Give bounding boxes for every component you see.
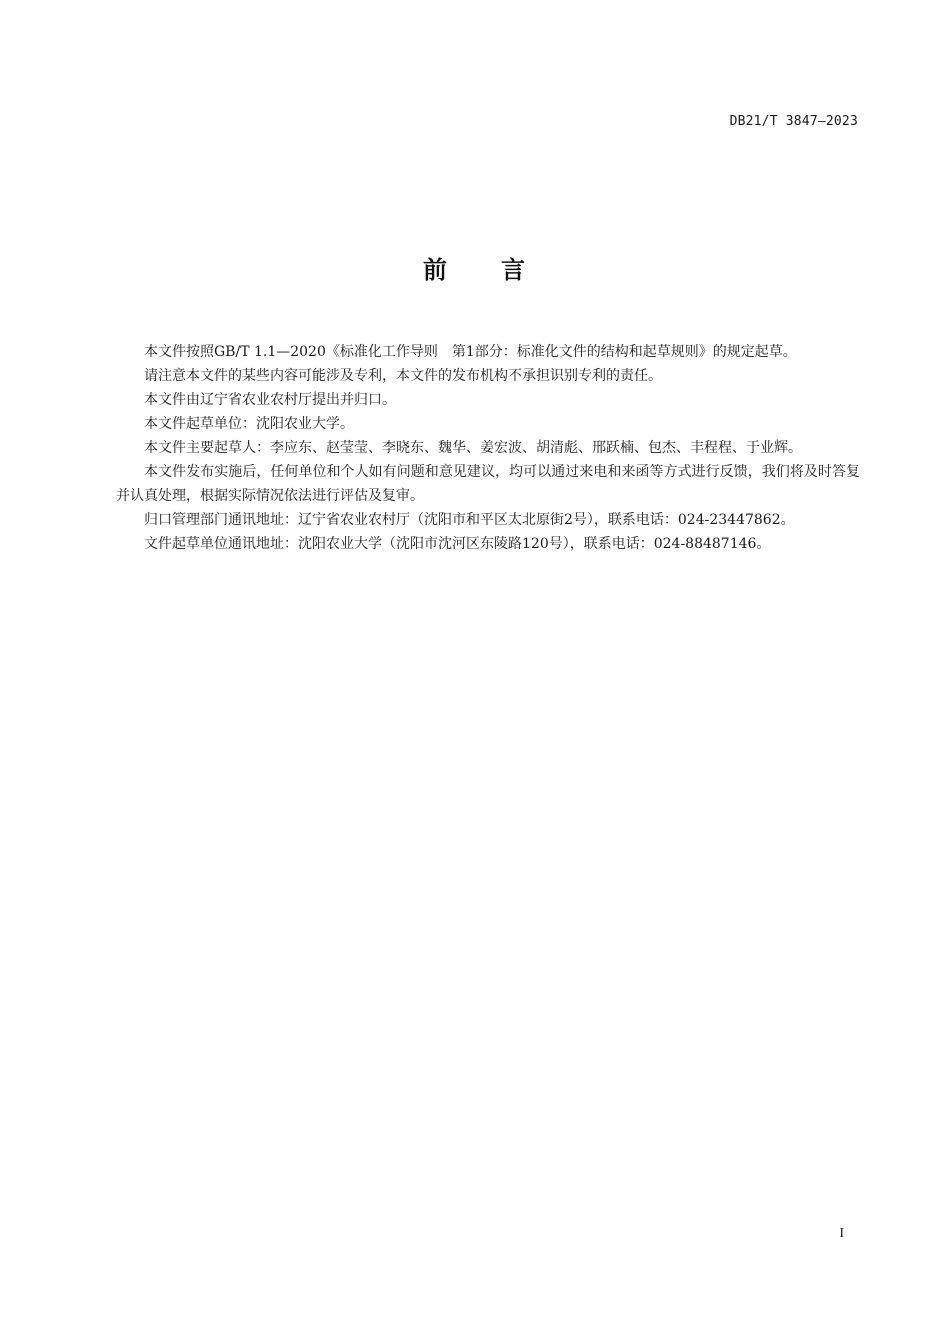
paragraph-feedback: 本文件发布实施后，任何单位和个人如有问题和意见建议，均可以通过来电和来函等方式进行反馈，我们将及时答复并认真处理，根据实际情况依法进行评估及复审。 xyxy=(116,464,860,504)
paragraph-drafting-unit-address: 文件起草单位通讯地址：沈阳农业大学（沈阳市沈河区东陵路120号），联系电话：024-88487146。 xyxy=(144,536,771,552)
page-title xyxy=(0,250,950,285)
title-char-1: 前 xyxy=(423,256,449,284)
foreword-body xyxy=(116,340,860,556)
paragraph-drafting-rules: 本文件按照GB/T 1.1—2020《标准化工作导则 第1部分：标准化文件的结构和起草规则》的规定起草。 xyxy=(144,344,797,360)
paragraph-proposer: 本文件由辽宁省农业农村厅提出并归口。 xyxy=(144,392,396,408)
paragraph-drafting-unit: 本文件起草单位：沈阳农业大学。 xyxy=(144,416,354,432)
page-number: I xyxy=(839,1226,844,1241)
paragraph-patent-notice: 请注意本文件的某些内容可能涉及专利，本文件的发布机构不承担识别专利的责任。 xyxy=(144,368,662,384)
paragraph-management-address: 归口管理部门通讯地址：辽宁省农业农村厅（沈阳市和平区太北原街2号），联系电话：024-23447862。 xyxy=(144,512,795,528)
document-code: DB21/T 3847—2023 xyxy=(729,114,858,129)
paragraph-drafters: 本文件主要起草人：李应东、赵莹莹、李晓东、魏华、姜宏波、胡清彪、邢跃楠、包杰、丰程程、于业辉。 xyxy=(144,440,802,456)
title-char-2: 言 xyxy=(501,256,527,284)
